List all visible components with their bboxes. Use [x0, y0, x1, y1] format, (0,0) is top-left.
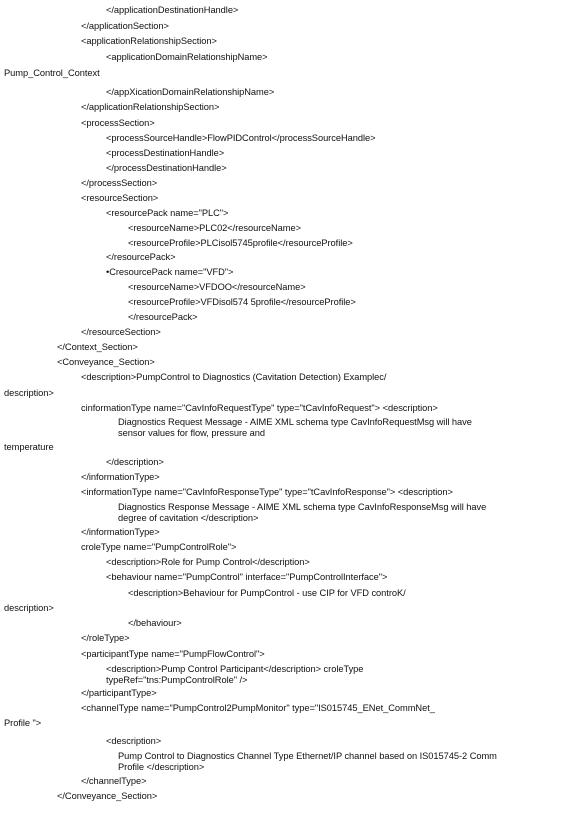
doc-line: <informationType name="CavInfoResponseType" type="tCavInfoResponse"> <description> — [81, 487, 453, 497]
doc-line: Diagnostics Request Message - AIME XML schema type CavInfoRequestMsg will have — [118, 417, 472, 427]
doc-line: description> — [4, 603, 54, 613]
doc-line: sensor values for flow, pressure and — [118, 428, 266, 438]
doc-line: Profile "> — [4, 718, 42, 728]
doc-line: <resourceName>VFDOO</resourceName> — [128, 282, 306, 292]
doc-line: Pump_Control_Context — [4, 68, 100, 78]
doc-line: degree of cavitation </description> — [118, 513, 259, 523]
doc-line: </participantType> — [81, 688, 157, 698]
doc-line: <description>Role for Pump Control</description> — [106, 557, 310, 567]
doc-line: <Conveyance_Section> — [57, 357, 155, 367]
doc-line: <resourceProfile>PLCisol5745profile</resourceProfile> — [128, 238, 353, 248]
doc-line: </resourcePack> — [106, 252, 176, 262]
doc-line: •CresourcePack name="VFD"> — [106, 267, 234, 277]
doc-line: <applicationDomainRelationshipName> — [106, 52, 268, 62]
doc-line: </applicationSection> — [81, 21, 169, 31]
doc-line: <resourcePack name="PLC"> — [106, 208, 229, 218]
doc-line: </informationType> — [81, 472, 160, 482]
doc-line: </behaviour> — [128, 618, 182, 628]
doc-line: Pump Control to Diagnostics Channel Type Ethernet/IP channel based on IS015745-2 Comm — [118, 751, 497, 761]
doc-line: </appXicationDomainRelationshipName> — [106, 87, 275, 97]
doc-line: Profile </description> — [118, 762, 205, 772]
doc-line: <resourceSection> — [81, 193, 159, 203]
doc-line: <processSourceHandle>FlowPIDControl</processSourceHandle> — [106, 133, 376, 143]
doc-line: </Conveyance_Section> — [57, 791, 158, 801]
doc-line: </informationType> — [81, 527, 160, 537]
doc-line: cinformationType name="CavInfoRequestType" type="tCavInfoRequest"> <description> — [81, 403, 438, 413]
doc-line: </processSection> — [81, 178, 158, 188]
doc-line: <channelType name="PumpControl2PumpMonitor" type="IS015745_ENet_CommNet_ — [81, 703, 435, 713]
doc-line: <resourceProfile>VFDisol574 5profile</resourceProfile> — [128, 297, 356, 307]
doc-line: <processSection> — [81, 118, 155, 128]
doc-line: description> — [4, 388, 54, 398]
doc-line: <participantType name="PumpFlowControl"> — [81, 649, 265, 659]
doc-line: <description> — [106, 736, 162, 746]
doc-line: </channelType> — [81, 776, 147, 786]
doc-line: <processDestinationHandle> — [106, 148, 225, 158]
doc-line: </processDestinationHandle> — [106, 163, 227, 173]
doc-line: temperature — [4, 442, 54, 452]
doc-line: </resourcePack> — [128, 312, 198, 322]
doc-line: </roleType> — [81, 633, 130, 643]
doc-line: </applicationRelationshipSection> — [81, 102, 220, 112]
doc-line: </description> — [106, 457, 164, 467]
doc-line: </applicationDestinationHandle> — [106, 5, 239, 15]
doc-line: <resourceName>PLC02</resourceName> — [128, 223, 301, 233]
doc-line: typeRef="tns:PumpControlRole" /> — [106, 675, 248, 685]
doc-line: <description>Pump Control Participant</description> croleType — [106, 664, 364, 674]
doc-line: Diagnostics Response Message - AIME XML schema type CavInfoResponseMsg will have — [118, 502, 487, 512]
doc-line: </Context_Section> — [57, 342, 138, 352]
doc-line: <applicationRelationshipSection> — [81, 36, 217, 46]
doc-line: <description>PumpControl to Diagnostics (Cavitation Detection) Examplec/ — [81, 372, 387, 382]
doc-line: <description>Behaviour for PumpControl - use CIP for VFD controK/ — [128, 588, 406, 598]
doc-line: <behaviour name="PumpControl" interface="PumpControlInterface"> — [106, 572, 388, 582]
doc-line: croleType name="PumpControlRole"> — [81, 542, 237, 552]
doc-line: </resourceSection> — [81, 327, 161, 337]
